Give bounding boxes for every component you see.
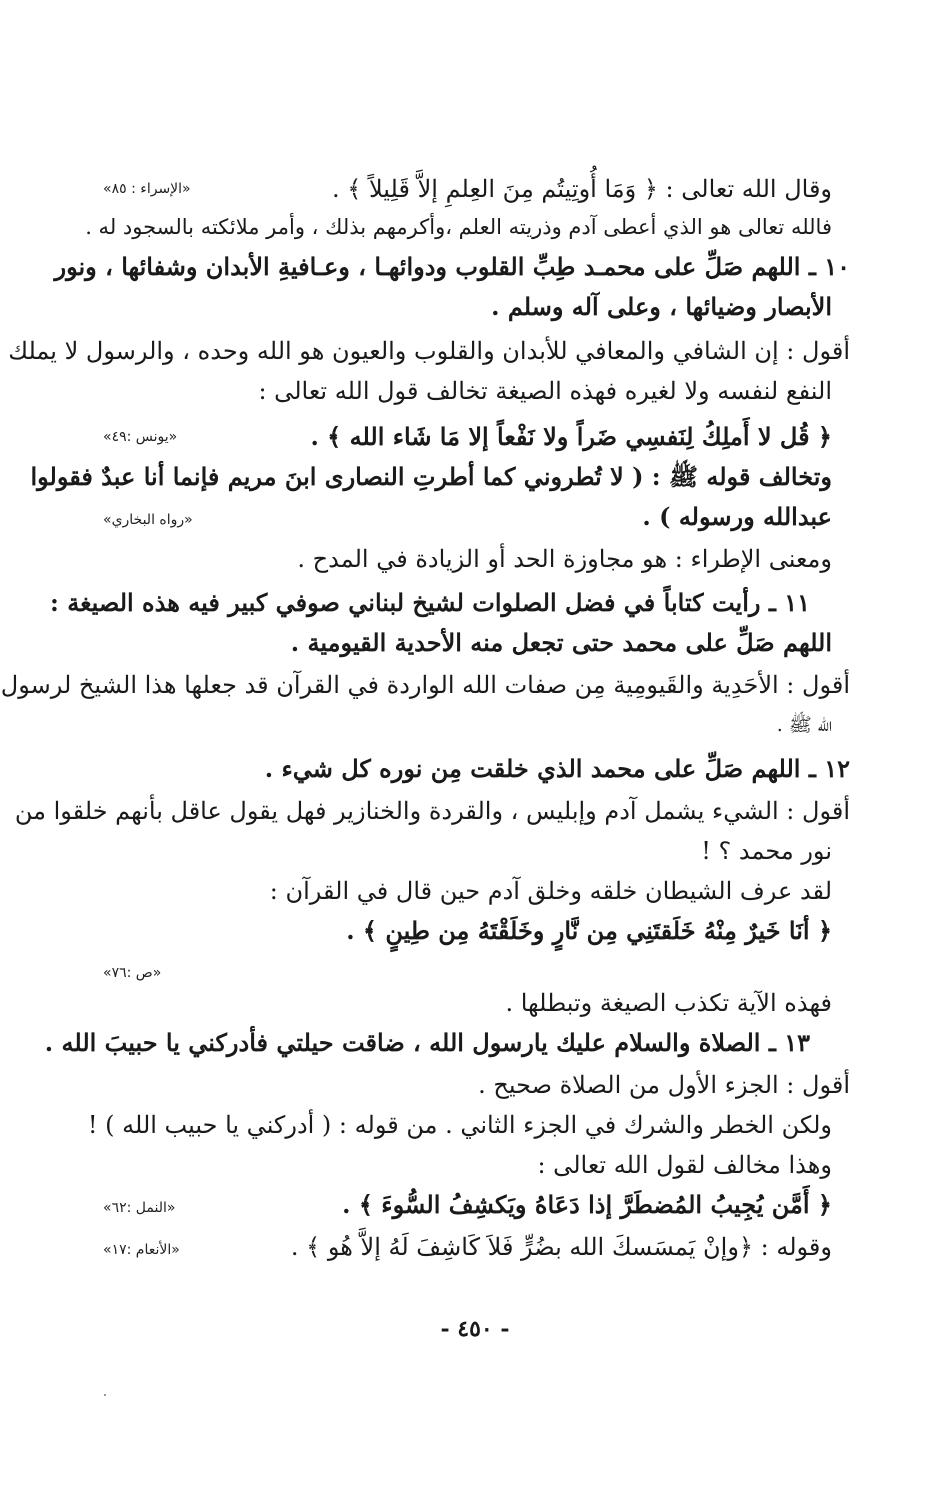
verse-reference: «النمل :٦٢» [103, 1200, 176, 1216]
item-heading: ١٠ ـ اللهم صَلِّ على محمـد طِبِّ القلوب ودوائهـا ، وعـافيةِ الأبدان وشفائها ، ونور [54, 252, 850, 281]
verse-reference: «ص :٧٦» [103, 965, 162, 981]
text-line: أقول : الأحَدِية والقَيومِية مِن صفات الله الواردة في القرآن قد جعلها هذا الشيخ لرسول [0, 671, 850, 699]
text-line: وقال الله تعالى : ﴿ وَمَا أُوتِيتُم مِنَ العِلمِ إلاَّ قَلِيلاً ﴾ . [332, 175, 832, 203]
verse-reference: «يونس :٤٩» [103, 429, 178, 445]
verse-reference: «الأنعام :١٧» [103, 1242, 180, 1258]
text-line: نور محمد ؟ ! [701, 837, 832, 865]
hadith-line: عبدالله ورسوله ) . [642, 502, 832, 531]
item-heading: ١١ ـ رأيت كتاباً في فضل الصلوات لشيخ لبناني صوفي كبير فيه هذه الصيغة : [49, 588, 810, 617]
text-line: النفع لنفسه ولا لغيره فهذه الصيغة تخالف قول الله تعالى : [258, 377, 832, 405]
text-line: وهذا مخالف لقول الله تعالى : [537, 1151, 832, 1179]
text-line: أقول : إن الشافي والمعافي للأبدان والقلوب والعيون هو الله وحده ، والرسول لا يملك [8, 337, 850, 365]
quran-verse: ﴿ أنَا خَيرٌ مِنْهُ خَلَقتَنِي مِن نَّارٍ وخَلَقْتَهُ مِن طِينٍ ﴾ . [346, 916, 832, 945]
item-heading: ١٣ ـ الصلاة والسلام عليك يارسول الله ، ضاقت حيلتي فأدركني يا حبيبَ الله . [44, 1028, 810, 1057]
text-line: لقد عرف الشيطان خلقه وخلق آدم حين قال في القرآن : [269, 877, 832, 905]
text-line: أقول : الجزء الأول من الصلاة صحيح . [478, 1071, 850, 1099]
item-heading: الأبصار وضيائها ، وعلى آله وسلم . [491, 292, 832, 321]
text-line: فالله تعالى هو الذي أعطى آدم وذريته العلم ،وأكرمهم بذلك ، وأمر ملائكته بالسجود له . [85, 215, 832, 239]
verse-reference: «الإسراء : ٨٥» [103, 181, 191, 197]
page-number: - ٤٥٠ - [440, 1316, 510, 1342]
hadith-reference: «رواه البخاري» [103, 512, 193, 528]
text-line: ولكن الخطر والشرك في الجزء الثاني . من قوله : ( أدركني يا حبيب الله ) ! [87, 1111, 832, 1139]
item-heading: اللهم صَلِّ على محمد حتى تجعل منه الأحدية القيومية . [290, 628, 832, 657]
item-heading: ١٢ ـ اللهم صَلِّ على محمد الذي خلقت مِن نوره كل شيء . [264, 754, 850, 783]
text-line: ومعنى الإطراء : هو مجاوزة الحد أو الزيادة في المدح . [297, 545, 832, 573]
text-line: وقوله : ﴿وإنْ يَمسَسكَ الله بضُرٍّ فَلاَ كَاشِفَ لَهُ إلاَّ هُو ﴾ . [290, 1233, 832, 1261]
text-line: فهذه الآية تكذب الصيغة وتبطلها . [505, 989, 832, 1017]
text-line: أقول : الشيء يشمل آدم وإبليس ، والقردة والخنازير فهل يقول عاقل بأنهم خلقوا من [14, 797, 850, 825]
quran-verse: ﴿ أَمَّن يُجِيبُ المُضطَرَّ إذا دَعَاهُ ويَكشِفُ السُّوءَ ﴾ . [342, 1190, 832, 1219]
hadith-line: وتخالف قوله ﷺ : ( لا تُطروني كما أطرتِ النصارى ابنَ مريم فإنما أنا عبدٌ فقولوا [30, 462, 832, 491]
text-line: الله ﷺ . [776, 714, 832, 736]
quran-verse: ﴿ قُل لا أَملِكُ لِنَفسِي ضَراً ولا نَفْعاً إلا مَا شَاء الله ﴾ . [310, 422, 832, 451]
scan-dot [104, 1394, 106, 1396]
